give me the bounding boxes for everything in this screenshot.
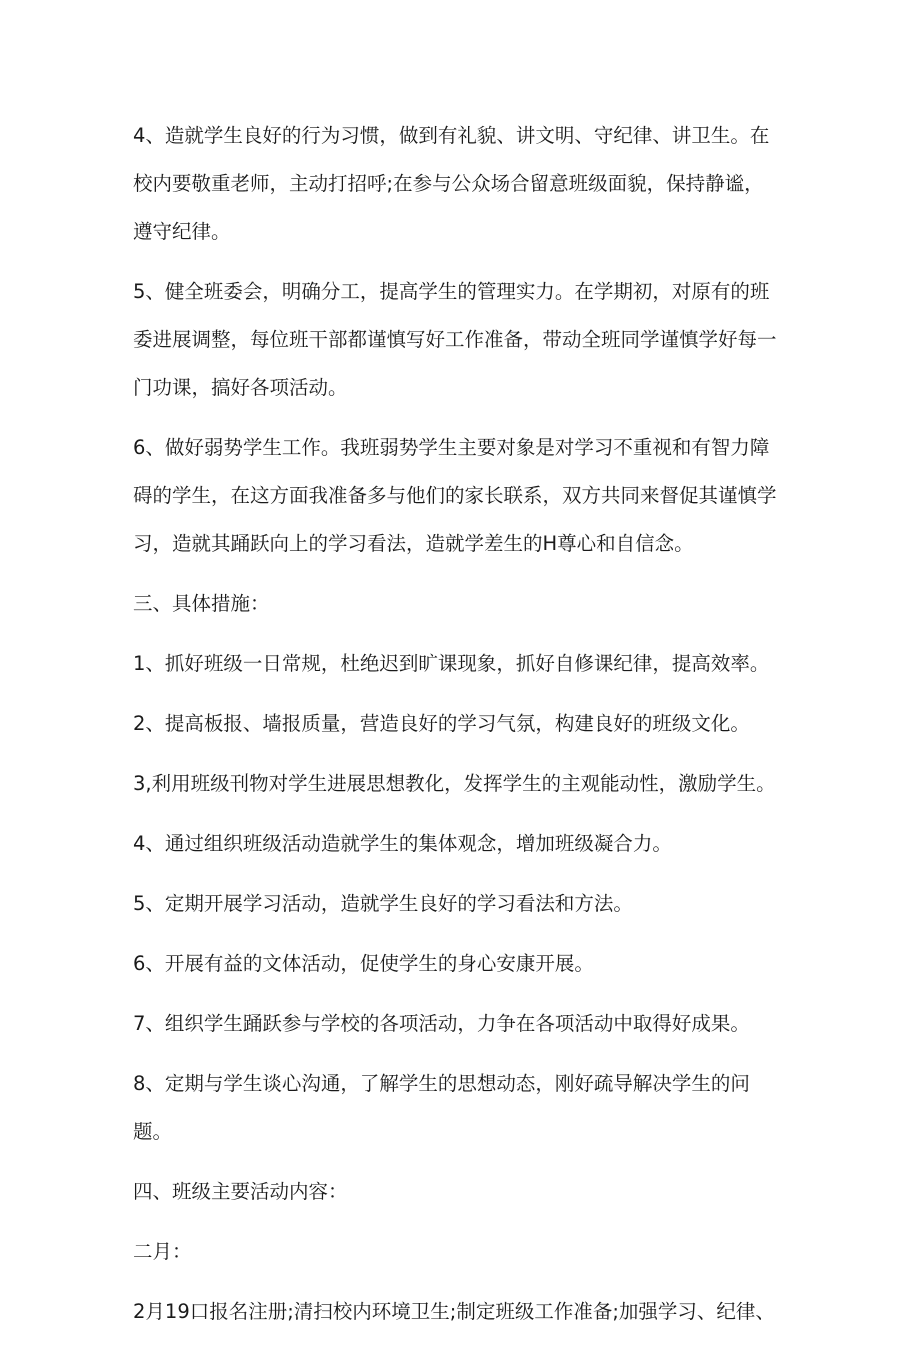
measure-item-7 bbox=[133, 1000, 789, 1048]
month-heading-february bbox=[133, 1228, 789, 1276]
document-body bbox=[133, 112, 789, 1348]
heading-text: 三、具体措施： bbox=[133, 592, 270, 615]
text-line: 8、定期与学生谈心沟通，了解学生的思想动态，刚好疏导解决学生的问 bbox=[133, 1072, 750, 1095]
text-line: 碍的学生，在这方面我准备多与他们的家长联系，双方共同来督促其谨慎学 bbox=[133, 484, 777, 507]
text-line: 门功课，搞好各项活动。 bbox=[133, 376, 348, 399]
measure-item-6 bbox=[133, 940, 789, 988]
text-line: 习，造就其踊跃向上的学习看法，造就学差生的H尊心和自信念。 bbox=[133, 532, 694, 555]
section-heading-activities bbox=[133, 1168, 789, 1216]
measure-item-4 bbox=[133, 820, 789, 868]
measure-item-1 bbox=[133, 640, 789, 688]
paragraph-habits bbox=[133, 112, 789, 256]
text-line: 6、开展有益的文体活动，促使学生的身心安康开展。 bbox=[133, 952, 594, 975]
text-line: 遵守纪律。 bbox=[133, 220, 231, 243]
text-line: 题。 bbox=[133, 1120, 173, 1143]
measure-item-3 bbox=[133, 760, 789, 808]
text-line: 7、组织学生踊跃参与学校的各项活动，力争在各项活动中取得好成果。 bbox=[133, 1012, 750, 1035]
text-line: 校内要敬重老师，主动打招呼;在参与公众场合留意班级面貌，保持静谧， bbox=[133, 172, 764, 195]
paragraph-class-committee bbox=[133, 268, 789, 412]
paragraph-weak-students bbox=[133, 424, 789, 568]
text-line: 4、造就学生良好的行为习惯，做到有礼貌、讲文明、守纪律、讲卫生。在 bbox=[133, 124, 770, 147]
text-line: 5、定期开展学习活动，造就学生良好的学习看法和方法。 bbox=[133, 892, 633, 915]
measure-item-2 bbox=[133, 700, 789, 748]
text-line: 4、通过组织班级活动造就学生的集体观念，增加班级凝合力。 bbox=[133, 832, 672, 855]
text-line: 3,利用班级刊物对学生进展思想教化，发挥学生的主观能动性，激励学生。 bbox=[133, 772, 776, 795]
text-line: 委进展调整，每位班干部都谨慎写好工作准备，带动全班同学谨慎学好每一 bbox=[133, 328, 777, 351]
activity-item-feb-19 bbox=[133, 1288, 789, 1336]
text-line: 5、健全班委会，明确分工，提高学生的管理实力。在学期初，对原有的班 bbox=[133, 280, 770, 303]
text-line: 6、做好弱势学生工作。我班弱势学生主要对象是对学习不重视和有智力障 bbox=[133, 436, 770, 459]
measure-item-8 bbox=[133, 1060, 789, 1156]
heading-text: 二月： bbox=[133, 1240, 192, 1263]
heading-text: 四、班级主要活动内容： bbox=[133, 1180, 348, 1203]
section-heading-measures bbox=[133, 580, 789, 628]
text-line: 1、抓好班级一日常规，杜绝迟到旷课现象，抓好自修课纪律，提高效率。 bbox=[133, 652, 770, 675]
measure-item-5 bbox=[133, 880, 789, 928]
text-line: 2月19口报名注册;清扫校内环境卫生;制定班级工作准备;加强学习、纪律、 bbox=[133, 1300, 775, 1323]
text-line: 2、提高板报、墙报质量，营造良好的学习气氛，构建良好的班级文化。 bbox=[133, 712, 750, 735]
